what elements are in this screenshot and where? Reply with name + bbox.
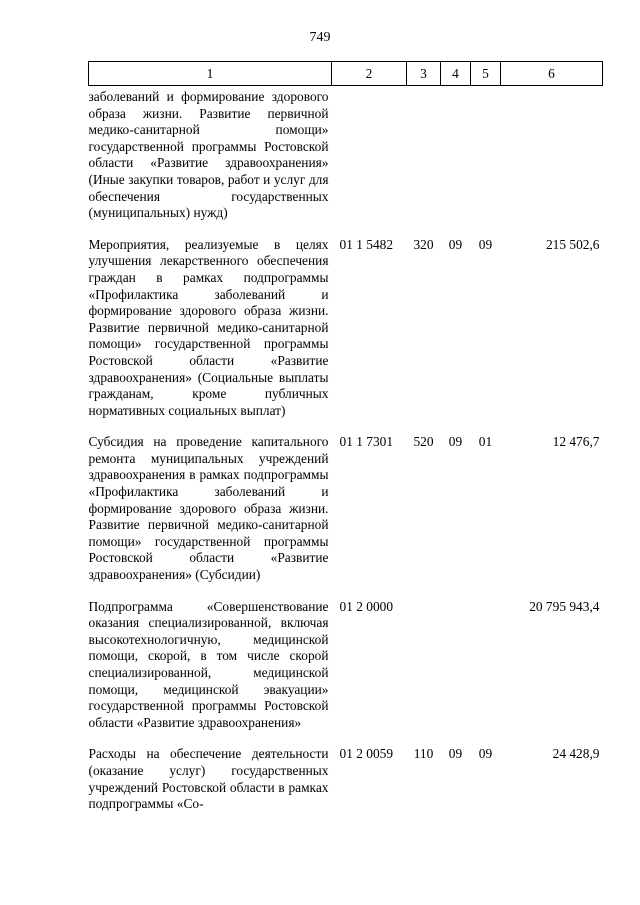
table-row [89,743,603,812]
row-pr: 09 [478,236,493,252]
row-description: Подпрограмма «Совершенствование оказания специализированной, включая высокотехнологичную, медицинской помощи, скорой, в том числе скорой специализированной, медицинской помощи, медицинской эвакуации» государственной программы Ростовской области «Развитие здравоохранения» [88,598,329,730]
row-vr [407,596,441,732]
row-description: Мероприятия, реализуемые в целях улучшения лекарственного обеспечения граждан в рамках подпрограммы «Профилактика заболеваний и формирование здорового образа жизни. Развитие первичной медико-санитарной помощи» государственной программы Ростовской области «Развитие здравоохранения» (Социальные выплаты гражданам, кроме публичных нормативных социальных выплат) [88,236,329,418]
table-row [89,86,603,222]
row-rz: 09 [448,434,463,450]
header-col-6: 6 [501,62,603,86]
table-row [89,596,603,732]
header-col-3: 3 [407,62,441,86]
table-row [89,234,603,420]
row-code: 01 1 5482 [339,236,394,252]
header-col-5: 5 [471,62,501,86]
row-amount: 215 502,6 [545,236,600,252]
row-pr: 09 [478,746,493,762]
row-amount: 24 428,9 [552,746,600,762]
row-pr: 01 [478,434,493,450]
row-code [332,86,407,222]
table-row [89,431,603,583]
row-amount [501,86,603,222]
row-amount: 20 795 943,4 [529,598,600,614]
row-pr [471,596,501,732]
row-description: заболеваний и формирование здорового образа жизни. Развитие первичной медико-санитарной помощи» государственной программы Ростовской области «Развитие здравоохранения» (Иные закупки товаров, работ и услуг для обеспечения государственных (муниципальных) нужд) [88,89,329,221]
header-col-1: 1 [89,62,332,86]
row-vr: 520 [413,434,434,450]
row-code: 01 1 7301 [339,434,394,450]
row-rz [441,86,471,222]
row-rz: 09 [448,236,463,252]
row-rz [441,596,471,732]
page-number: 749 [309,30,331,45]
row-rz: 09 [448,746,463,762]
row-vr: 320 [413,236,434,252]
row-description: Субсидия на проведение капитального ремонта муниципальных учреждений здравоохранения в рамках подпрограммы «Профилактика заболеваний и формирование здорового образа жизни. Развитие первичной медико-санитарной помощи» государственной программы Ростовской области «Развитие здравоохранения» (Субсидии) [88,434,329,583]
header-col-4: 4 [441,62,471,86]
row-code: 01 2 0000 [339,598,394,614]
row-vr: 110 [413,746,434,762]
budget-table [88,61,603,813]
header-col-2: 2 [332,62,407,86]
row-vr [407,86,441,222]
row-code: 01 2 0059 [339,746,394,762]
row-description: Расходы на обеспечение деятельности (оказание услуг) государственных учреждений Ростовской области в рамках подпрограммы «Со- [88,746,329,812]
row-amount: 12 476,7 [552,434,600,450]
table-header [89,62,603,86]
row-pr [471,86,501,222]
